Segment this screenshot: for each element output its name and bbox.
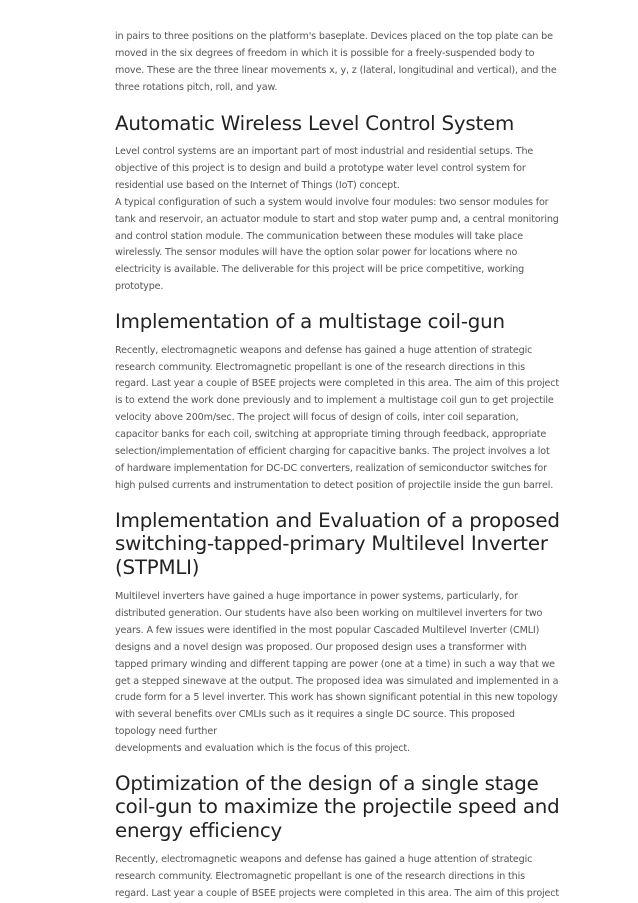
text-line: electricity is available. The deliverable for this project will be price competitive, working (115, 264, 525, 276)
text-line: tapped primary winding and different tapping are power (one at a time) in such a way that we (115, 658, 555, 670)
section-heading (115, 310, 527, 333)
heading-line: switching-tapped-primary Multilevel Inverter (115, 532, 548, 556)
text-line: and control station module. The communication between these modules will take place (115, 230, 523, 242)
text-line: in pairs to three positions on the platform's baseplate. Devices placed on the top plate can be (115, 31, 553, 42)
section-heading (115, 112, 527, 135)
section-paragraph (115, 589, 559, 758)
section-paragraph (115, 852, 560, 903)
heading-line: Implementation and Evaluation of a proposed (115, 508, 560, 532)
text-line: regard. Last year a couple of BSEE projects were completed in this area. The aim of this project (115, 888, 560, 900)
text-line: velocity above 200m/sec. The project will focus of design of coils, inter coil separation, (115, 412, 519, 424)
text-line: wirelessly. The sensor modules will have the option solar power for locations where no (115, 247, 518, 259)
text-line: move. These are the three linear movements x, y, z (lateral, longitudinal and vertical), and the (115, 64, 557, 76)
text-line: high pulsed currents and instrumentation to detect position of projectile inside the gun barrel. (115, 479, 554, 491)
text-line: research community. Electromagnetic propellant is one of the research directions in this (115, 871, 525, 883)
section-single-stage-coil-gun (115, 758, 560, 903)
text-line: moved in the six degrees of freedom in which it is possible for a freely-suspended body to (115, 47, 535, 59)
section-multistage-coil-gun (115, 296, 560, 495)
section-heading (115, 508, 560, 579)
section-paragraph (115, 144, 559, 296)
text-line: objective of this project is to design and build a prototype water level control system for (115, 162, 526, 174)
text-line: developments and evaluation which is the focus of this project. (115, 743, 410, 755)
heading-line: coil-gun to maximize the projectile speed and (115, 795, 560, 819)
section-heading (115, 772, 560, 842)
text-line: research community. Electromagnetic propellant is one of the research directions in this (115, 361, 525, 373)
text-line: years. A few issues were identified in the most popular Cascaded Multilevel Inverter (CMLI) (115, 624, 540, 636)
heading-line: (STPMLI) (115, 555, 200, 579)
intro-paragraph (115, 29, 557, 97)
text-line: capacitor banks for each coil, switching at appropriate timing through feedback, appropriate (115, 429, 547, 441)
text-line: Level control systems are an important part of most industrial and residential setups. The (115, 146, 534, 158)
text-line: with several benefits over CMLIs such as it requires a single DC source. This proposed (115, 709, 515, 721)
heading-line: energy efficiency (115, 818, 283, 842)
text-line: A typical configuration of such a system would involve four modules: two sensor modules for (115, 196, 549, 208)
text-line: tank and reservoir, an actuator module to start and stop water pump and, a central monitoring (115, 213, 559, 225)
text-line: of hardware implementation for DC-DC converters, realization of semiconductor switches for (115, 462, 547, 474)
section-paragraph (115, 343, 560, 495)
text-line: Multilevel inverters have gained a huge importance in power systems, particularly, for (115, 590, 518, 602)
text-line: distributed generation. Our students have also been working on multilevel inverters for two (115, 607, 543, 619)
text-line: regard. Last year a couple of BSEE projects were completed in this area. The aim of this project (115, 378, 560, 390)
section-stpmli-inverter (115, 495, 560, 758)
text-line: Recently, electromagnetic weapons and defense has gained a huge attention of strategic (115, 344, 533, 356)
heading-line: Implementation of a multistage coil-gun (115, 310, 505, 334)
text-line: topology need further (115, 726, 217, 738)
text-line: prototype. (115, 281, 164, 293)
section-wireless-level-control (115, 97, 559, 297)
text-line: crude form for a 5 level inverter. This work has shown significant potential in this new topology (115, 692, 558, 704)
text-line: selection/implementation of efficient charging for capacitive banks. The project involves a lot (115, 446, 550, 458)
text-line: residential use based on the Internet of Things (IoT) concept. (115, 179, 400, 191)
heading-line: Automatic Wireless Level Control System (115, 111, 515, 135)
text-line: is to extend the work done previously and to implement a multistage coil gun to get projectile (115, 395, 554, 407)
text-line: Recently, electromagnetic weapons and defense has gained a huge attention of strategic (115, 854, 533, 866)
text-line: three rotations pitch, roll, and yaw. (115, 81, 278, 93)
text-line: get a stepped sinewave at the output. The proposed idea was simulated and implemented in a (115, 675, 559, 687)
text-line: designs and a novel design was proposed. Our proposed design uses a transformer with (115, 641, 527, 653)
document-content (115, 29, 560, 903)
heading-line: Optimization of the design of a single stage (115, 772, 539, 796)
